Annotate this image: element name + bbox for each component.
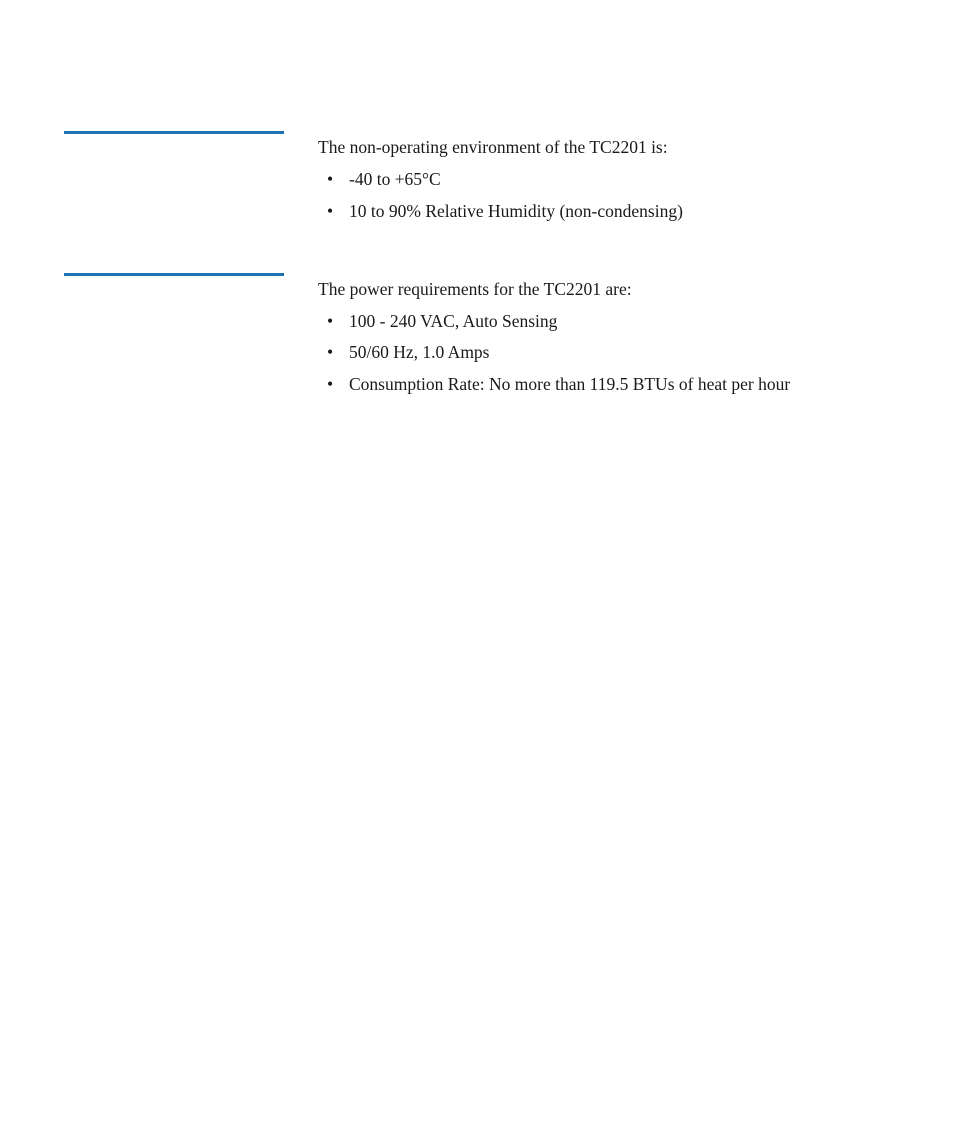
bullet-icon: • (327, 374, 334, 394)
list-item (318, 373, 918, 395)
bullet-icon: • (327, 169, 334, 189)
bullet-icon: • (327, 201, 334, 221)
power-intro-text: The power requirements for the TC2201 are: (318, 279, 632, 299)
list-item (318, 310, 918, 332)
bullet-text: -40 to +65°C (349, 169, 441, 189)
environment-bullet-list (318, 168, 918, 222)
bullet-icon: • (327, 342, 334, 362)
section-power-requirements (318, 278, 918, 395)
bullet-icon: • (327, 311, 334, 331)
power-bullet-list (318, 310, 918, 395)
bullet-text: 50/60 Hz, 1.0 Amps (349, 342, 490, 362)
section-divider-power (64, 273, 284, 276)
section-non-operating-environment (318, 136, 918, 222)
list-item (318, 168, 918, 190)
list-item (318, 200, 918, 222)
bullet-text: Consumption Rate: No more than 119.5 BTUs of heat per hour (349, 374, 791, 394)
bullet-text: 100 - 240 VAC, Auto Sensing (349, 311, 558, 331)
list-item (318, 341, 918, 363)
environment-intro-text: The non-operating environment of the TC2201 is: (318, 137, 668, 157)
bullet-text: 10 to 90% Relative Humidity (non-condensing) (349, 201, 683, 221)
section-divider-environment (64, 131, 284, 134)
